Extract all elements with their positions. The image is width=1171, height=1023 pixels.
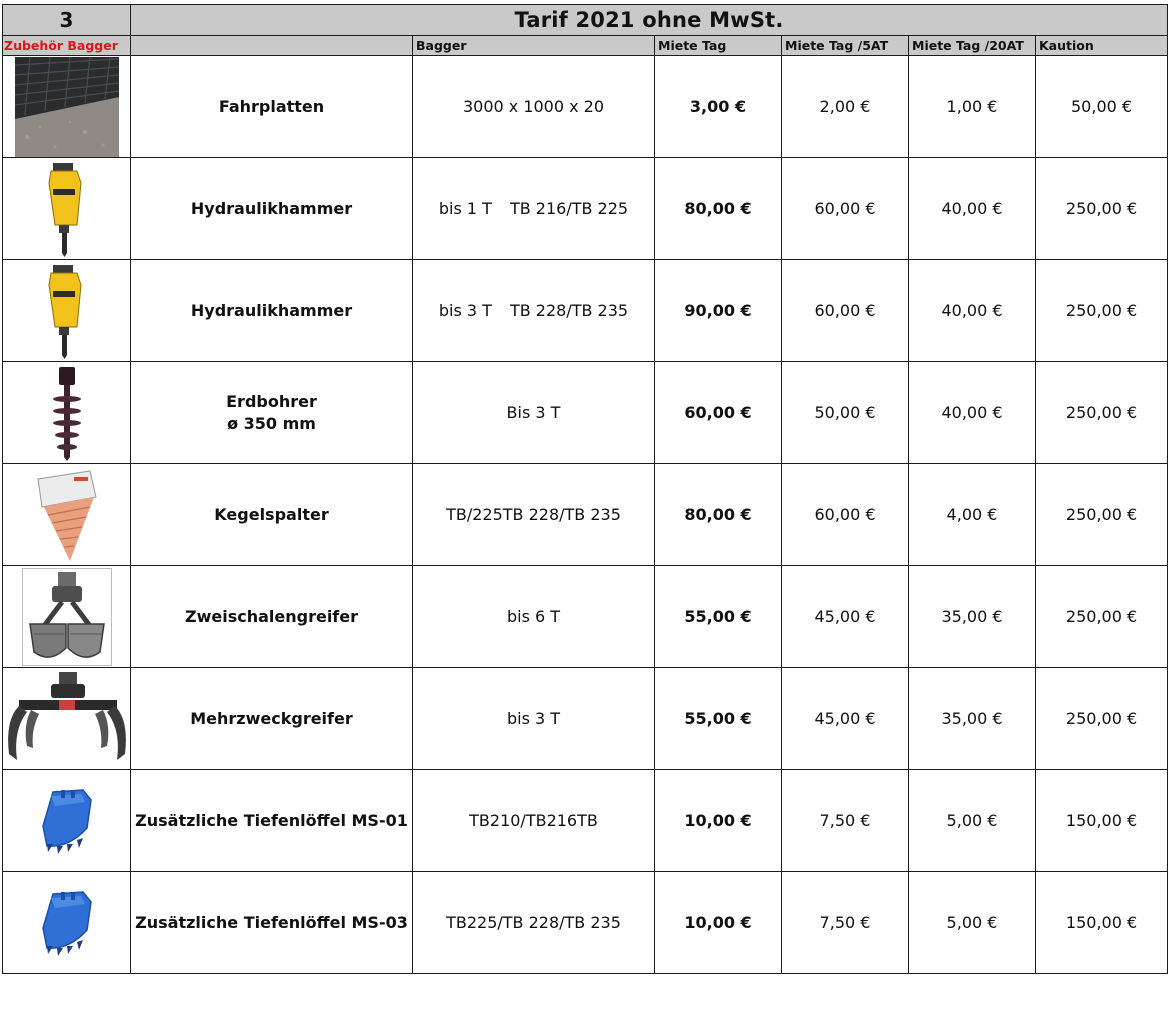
product-image (3, 362, 131, 464)
product-image (3, 668, 131, 770)
kaution-value: 50,00 € (1036, 56, 1168, 158)
bagger-value: Bis 3 T (506, 403, 561, 422)
product-image (3, 464, 131, 566)
kaution-value: 250,00 € (1036, 260, 1168, 362)
miete-20at-value: 40,00 € (909, 158, 1036, 260)
miete-20at-value: 35,00 € (909, 668, 1036, 770)
bagger-value: bis 3 T (438, 301, 492, 320)
digging-bucket-icon (35, 888, 99, 958)
product-name-line2: ø 350 mm (227, 413, 316, 433)
multi-purpose-grab-icon (5, 670, 129, 768)
column-header-bagger: Bagger (413, 36, 655, 56)
table-row (3, 260, 1168, 362)
product-name (131, 668, 413, 770)
table-row (3, 566, 1168, 668)
category-label: Zubehör Bagger (3, 36, 131, 56)
kaution-value: 250,00 € (1036, 362, 1168, 464)
bagger-cell (413, 158, 655, 260)
product-name (131, 260, 413, 362)
bagger-value: TB210/TB216TB (469, 811, 598, 830)
miete-tag-value: 10,00 € (655, 872, 782, 974)
clamshell-grab-icon (22, 568, 112, 666)
table-row (3, 872, 1168, 974)
column-header-kaution: Kaution (1036, 36, 1168, 56)
digging-bucket-icon (35, 786, 99, 856)
road-plates-icon (15, 57, 119, 157)
miete-20at-value: 35,00 € (909, 566, 1036, 668)
kaution-value: 150,00 € (1036, 872, 1168, 974)
kaution-value: 250,00 € (1036, 464, 1168, 566)
product-name-line: Kegelspalter (214, 504, 329, 524)
miete-tag-value: 55,00 € (655, 668, 782, 770)
bagger-value: bis 6 T (506, 607, 561, 626)
miete-tag-value: 90,00 € (655, 260, 782, 362)
miete-5at-value: 2,00 € (782, 56, 909, 158)
column-header-miete-5at: Miete Tag /5AT (782, 36, 909, 56)
kaution-value: 250,00 € (1036, 158, 1168, 260)
product-image (3, 158, 131, 260)
table-row (3, 770, 1168, 872)
hydraulic-hammer-icon (37, 161, 97, 257)
column-header-miete-tag: Miete Tag (655, 36, 782, 56)
miete-5at-value: 45,00 € (782, 668, 909, 770)
product-image (3, 56, 131, 158)
miete-tag-value: 55,00 € (655, 566, 782, 668)
miete-20at-value: 5,00 € (909, 872, 1036, 974)
bagger-value: bis 3 T (506, 709, 561, 728)
miete-tag-value: 80,00 € (655, 464, 782, 566)
product-name (131, 362, 413, 464)
miete-tag-value: 60,00 € (655, 362, 782, 464)
bagger-model: TB 228/TB 235 (509, 301, 629, 320)
miete-20at-value: 4,00 € (909, 464, 1036, 566)
product-name-line: Zusätzliche Tiefenlöffel MS-01 (135, 810, 408, 830)
bagger-cell (413, 770, 655, 872)
hydraulic-hammer-icon (37, 263, 97, 359)
table-row (3, 668, 1168, 770)
bagger-cell (413, 566, 655, 668)
bagger-value: 3000 x 1000 x 20 (462, 97, 605, 116)
product-name (131, 770, 413, 872)
product-name-line: Mehrzweckgreifer (190, 708, 353, 728)
tariff-table (2, 4, 1168, 974)
product-name-line: Zusätzliche Tiefenlöffel MS-03 (135, 912, 408, 932)
miete-5at-value: 50,00 € (782, 362, 909, 464)
miete-20at-value: 40,00 € (909, 260, 1036, 362)
miete-tag-value: 3,00 € (655, 56, 782, 158)
miete-20at-value: 5,00 € (909, 770, 1036, 872)
bagger-value: TB/225TB 228/TB 235 (446, 505, 621, 524)
bagger-cell (413, 56, 655, 158)
bagger-model: TB 216/TB 225 (509, 199, 629, 218)
bagger-cell (413, 668, 655, 770)
product-name-line: Fahrplatten (218, 96, 325, 116)
miete-5at-value: 60,00 € (782, 464, 909, 566)
miete-20at-value: 1,00 € (909, 56, 1036, 158)
title-row (3, 5, 1168, 36)
column-header-miete-20at: Miete Tag /20AT (909, 36, 1036, 56)
product-name-line: Hydraulikhammer (190, 198, 353, 218)
product-name-line: Erdbohrer (226, 391, 317, 411)
cone-splitter-icon (32, 467, 102, 563)
miete-20at-value: 40,00 € (909, 362, 1036, 464)
miete-5at-value: 7,50 € (782, 770, 909, 872)
miete-5at-value: 60,00 € (782, 260, 909, 362)
miete-5at-value: 45,00 € (782, 566, 909, 668)
miete-5at-value: 7,50 € (782, 872, 909, 974)
product-name (131, 464, 413, 566)
product-image (3, 566, 131, 668)
product-name (131, 872, 413, 974)
sheet-title: Tarif 2021 ohne MwSt. (131, 5, 1168, 36)
earth-auger-icon (47, 365, 87, 461)
bagger-cell (413, 464, 655, 566)
product-name-line: Hydraulikhammer (190, 300, 353, 320)
product-image (3, 260, 131, 362)
section-number: 3 (3, 5, 131, 36)
miete-tag-value: 10,00 € (655, 770, 782, 872)
product-name (131, 566, 413, 668)
column-header-name (131, 36, 413, 56)
bagger-cell (413, 362, 655, 464)
product-image (3, 770, 131, 872)
price-sheet (2, 4, 1167, 974)
bagger-value: bis 1 T (438, 199, 492, 218)
kaution-value: 250,00 € (1036, 668, 1168, 770)
product-name (131, 158, 413, 260)
table-row (3, 56, 1168, 158)
kaution-value: 250,00 € (1036, 566, 1168, 668)
column-header-row (3, 36, 1168, 56)
kaution-value: 150,00 € (1036, 770, 1168, 872)
product-name-line: Zweischalengreifer (184, 606, 359, 626)
bagger-cell (413, 260, 655, 362)
miete-tag-value: 80,00 € (655, 158, 782, 260)
table-row (3, 158, 1168, 260)
product-name (131, 56, 413, 158)
table-row (3, 464, 1168, 566)
miete-5at-value: 60,00 € (782, 158, 909, 260)
bagger-cell (413, 872, 655, 974)
table-row (3, 362, 1168, 464)
bagger-value: TB225/TB 228/TB 235 (446, 913, 621, 932)
product-image (3, 872, 131, 974)
